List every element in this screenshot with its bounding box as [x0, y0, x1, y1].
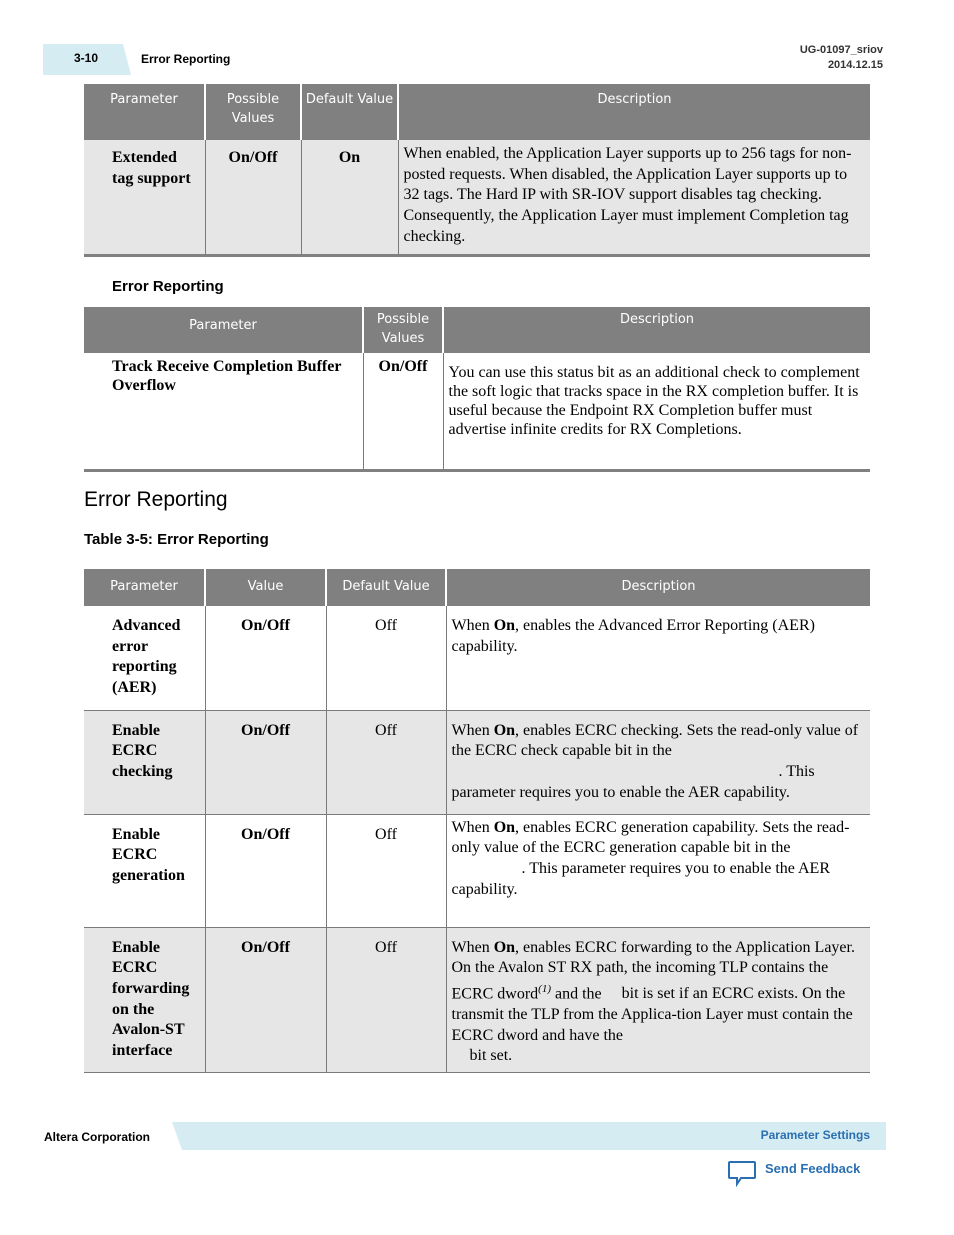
param-default-value: Off [326, 814, 446, 927]
table-row [84, 814, 870, 927]
table-row [84, 606, 870, 710]
running-title: Error Reporting [141, 52, 231, 66]
param-name: Enable ECRC forwarding on the Avalon-ST interface [84, 927, 205, 1072]
desc-on-keyword: On [493, 617, 516, 634]
col-header-possible-values: Possible Values [205, 84, 301, 140]
param-name: Track Receive Completion Buffer Overflow [84, 353, 363, 470]
page-number: 3-10 [74, 51, 99, 65]
desc-text: When [451, 617, 494, 634]
table-row [84, 710, 870, 814]
table-tag-support [84, 84, 870, 257]
param-description: You can use this status bit as an additional check to complement the soft logic that tracks space in the RX completion buffer. It is useful because the Endpoint RX Completion buffer must advertise infinite credits for RX Completions. [448, 364, 860, 438]
col-header-parameter: Parameter [84, 307, 363, 353]
table-completion-buffer [84, 307, 870, 472]
col-header-default-value: Default Value [301, 84, 398, 140]
col-header-value: Value [205, 569, 326, 606]
param-name: Advanced error reporting (AER) [84, 606, 205, 710]
table-error-reporting [84, 569, 870, 1073]
doc-id: UG-01097_sriov [799, 44, 883, 56]
param-description [446, 710, 870, 814]
desc-on-keyword: On [493, 721, 516, 739]
doc-info [800, 43, 883, 73]
desc-text: When [451, 721, 494, 739]
param-default-value: Off [326, 927, 446, 1072]
feedback-icon[interactable] [727, 1159, 757, 1187]
doc-date: 2014.12.15 [827, 59, 883, 71]
param-description [446, 814, 870, 927]
desc-text: bit is set if an ECRC exists. On the transmit the TLP from the Applica-tion Layer must contain the ECRC dword and have the [451, 985, 853, 1044]
desc-text: When [451, 938, 494, 956]
param-description [446, 927, 870, 1072]
desc-text: and the [551, 985, 606, 1003]
desc-on-keyword: On [493, 938, 516, 956]
param-default-value: On [301, 140, 398, 255]
desc-text: . This parameter requires you to enable the AER capability. [451, 859, 830, 898]
desc-text: , enables ECRC forwarding to the Application Layer. On the Avalon ST RX path, the incoming TLP contains the ECRC dword [451, 938, 855, 1003]
desc-text: , enables ECRC generation capability. Sets the read-only value of the ECRC generation capable bit in the [451, 818, 850, 857]
footer-section-link[interactable]: Parameter Settings [760, 1128, 870, 1142]
desc-on-keyword: On [493, 818, 516, 836]
desc-text: , enables the Advanced Error Reporting (AER) capability. [451, 617, 815, 655]
footnote-ref[interactable]: (1) [538, 982, 551, 995]
param-value: On/Off [205, 814, 326, 927]
param-possible-values: On/Off [363, 353, 443, 470]
table-caption: Table 3-5: Error Reporting [84, 531, 269, 548]
col-header-description: Description [446, 569, 870, 606]
table-row [84, 353, 870, 470]
section-title: Error Reporting [84, 488, 228, 511]
company-name: Altera Corporation [44, 1130, 151, 1144]
param-value: On/Off [205, 927, 326, 1072]
table-row [84, 927, 870, 1072]
param-default-value: Off [326, 606, 446, 710]
desc-text: bit set. [469, 1047, 513, 1065]
param-name: Enable ECRC checking [84, 710, 205, 814]
col-header-description: Description [443, 307, 870, 353]
col-header-possible-values: Possible Values [363, 307, 443, 353]
param-description: When enabled, the Application Layer supports up to 256 tags for non-posted requests. When disabled, the Application Layer supports up to 32 tags. The Hard IP with SR-IOV support disables tag checking. Consequently, the Application Layer must implement Completion tag checking. [398, 140, 870, 255]
col-header-parameter: Parameter [84, 84, 205, 140]
desc-text: . This parameter requires you to enable the AER capability. [451, 762, 815, 801]
param-name: Enable ECRC generation [84, 814, 205, 927]
param-value: On/Off [205, 606, 326, 710]
col-header-parameter: Parameter [84, 569, 205, 606]
subsection-label: Error Reporting [112, 278, 224, 295]
param-value: On/Off [205, 710, 326, 814]
param-possible-values: On/Off [205, 140, 301, 255]
param-name: Extended tag support [84, 140, 205, 255]
col-header-default-value: Default Value [326, 569, 446, 606]
desc-text: , enables ECRC checking. Sets the read-only value of the ECRC check capable bit in the [451, 721, 859, 760]
param-description [446, 606, 870, 710]
col-header-description: Description [398, 84, 870, 140]
send-feedback-link[interactable]: Send Feedback [765, 1161, 861, 1176]
desc-text: When [451, 818, 494, 836]
param-default-value: Off [326, 710, 446, 814]
table-row [84, 140, 870, 255]
